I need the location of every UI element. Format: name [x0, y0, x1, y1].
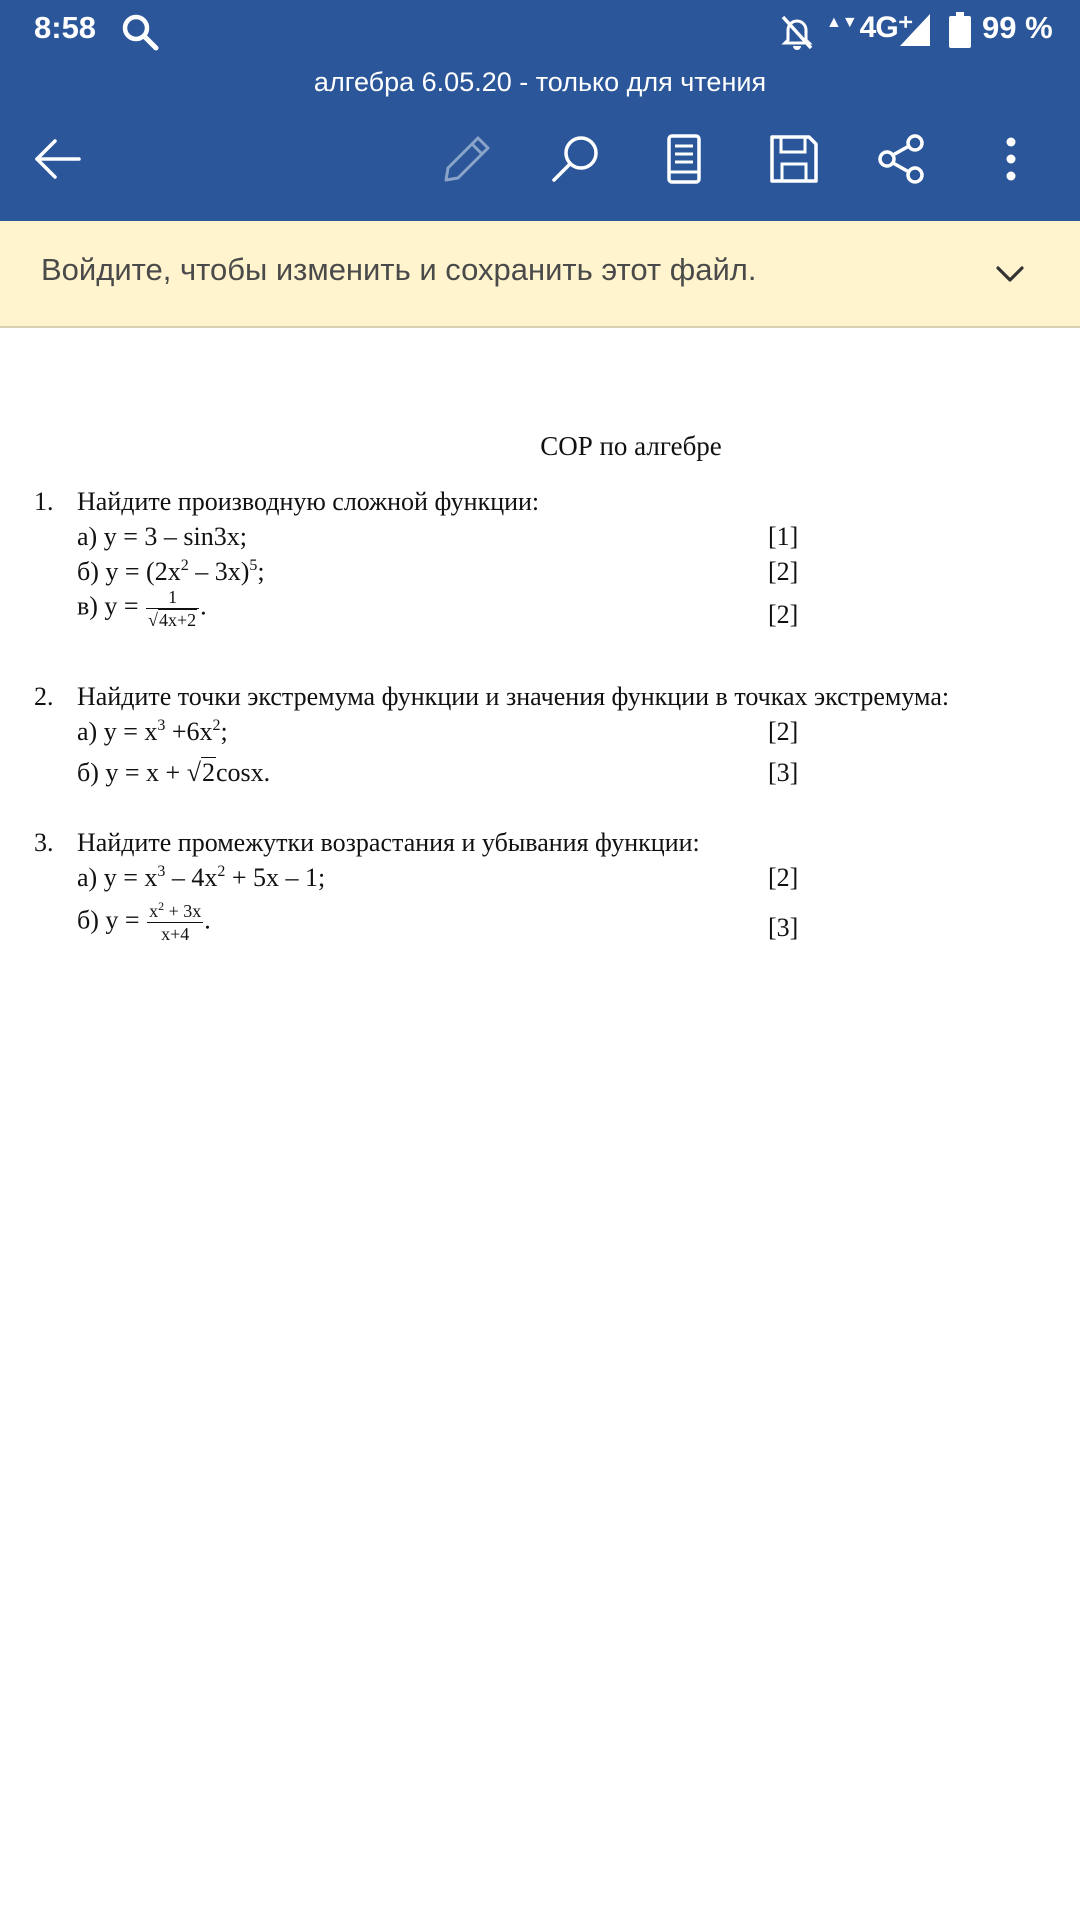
q2-a-mid: +6x [165, 717, 213, 746]
q1-b-exp1: 2 [180, 557, 189, 574]
q2-b-end: cosx. [216, 758, 271, 787]
q2-b-prefix: б) y = x + [77, 758, 187, 787]
q3-a-exp1: 3 [157, 863, 166, 880]
search-icon [120, 12, 160, 52]
q3-text: Найдите промежутки возрастания и убывания функции: [77, 828, 700, 857]
save-button[interactable] [767, 132, 821, 186]
signal-icon [900, 14, 930, 46]
q1-b-exp2: 5 [249, 557, 258, 574]
bell-off-icon [778, 12, 816, 52]
q1-a-mark: [1] [768, 522, 799, 551]
find-button[interactable] [548, 132, 602, 186]
q3-item-b [77, 900, 211, 945]
q1-c-mark: [2] [768, 600, 799, 629]
q1-b-prefix: б) y = (2x [77, 557, 181, 586]
sign-in-banner[interactable] [0, 221, 1080, 328]
q3-item-a [77, 863, 325, 893]
q3-b-num-exp: 2 [158, 899, 165, 913]
chevron-down-icon[interactable] [990, 254, 1030, 294]
q3-b-prefix: б) y = [77, 905, 147, 935]
q2-number: 2. [34, 682, 54, 711]
edit-pencil-icon [440, 132, 494, 186]
q2-a-prefix: а) y = x [77, 717, 158, 746]
banner-text: Войдите, чтобы изменить и сохранить этот файл. [41, 252, 757, 287]
document-title: алгебра 6.05.20 - только для чтения [313, 67, 767, 97]
q1-c-denominator: √4x+2 [148, 610, 197, 630]
q2-text: Найдите точки экстремума функции и значения функции в точках экстремума: [77, 682, 950, 711]
q3-a-exp2: 2 [217, 863, 226, 880]
back-button[interactable] [31, 132, 85, 186]
q3-b-fraction [147, 900, 203, 945]
q3-b-denominator: x+4 [161, 924, 190, 944]
battery-icon [949, 12, 971, 48]
status-bar [0, 0, 1080, 62]
more-options-icon [984, 132, 1038, 186]
q1-item-b [77, 557, 265, 587]
q1-b-mark: [2] [768, 557, 799, 586]
q2-a-mark: [2] [768, 717, 799, 746]
q2-a-exp1: 3 [157, 717, 166, 734]
q3-b-num-base: x [149, 901, 159, 921]
q2-b-mark: [3] [768, 758, 799, 787]
find-icon [548, 132, 602, 186]
q2-b-radicand: 2 [202, 758, 215, 787]
q2-a-exp2: 2 [212, 717, 221, 734]
q1-text: Найдите производную сложной функции: [77, 487, 540, 516]
q3-a-mid: – 4x [165, 863, 218, 892]
q3-a-end: + 5x – 1; [225, 863, 326, 892]
save-icon [767, 132, 821, 186]
more-options-button[interactable] [984, 132, 1038, 186]
page-title: СОР по алгебре [540, 431, 722, 461]
q3-b-mark: [3] [768, 913, 799, 942]
q3-number: 3. [34, 828, 54, 857]
edit-button[interactable] [440, 132, 494, 186]
status-time: 8:58 [34, 10, 97, 45]
q3-b-numerator [147, 900, 203, 923]
q3-b-num-rest: + 3x [164, 901, 202, 921]
battery-percent: 99 % [982, 10, 1053, 45]
q3-a-prefix: а) y = x [77, 863, 158, 892]
reading-mode-icon [657, 132, 711, 186]
q3-a-mark: [2] [768, 863, 799, 892]
data-arrows-icon: ▲▼ [826, 14, 858, 31]
reading-mode-button[interactable] [657, 132, 711, 186]
share-icon [875, 132, 929, 186]
q2-a-end: ; [220, 717, 228, 746]
q1-b-mid: – 3x) [188, 557, 250, 586]
q1-a-formula: а) y = 3 – sin3x; [77, 522, 247, 551]
share-button[interactable] [875, 132, 929, 186]
q1-c-prefix: в) y = [77, 591, 146, 621]
q1-c-fraction [146, 586, 199, 631]
q2-item-b [77, 758, 270, 788]
q1-item-a [77, 522, 247, 552]
q2-b-sqrt: √2 [186, 758, 215, 787]
q3-b-end: . [204, 905, 211, 935]
app-bar [0, 0, 1080, 221]
q2-item-a [77, 717, 228, 747]
q1-c-numerator: 1 [146, 586, 199, 609]
q1-b-end: ; [257, 557, 265, 586]
back-arrow-icon [31, 132, 85, 186]
q1-item-c [77, 586, 207, 631]
q1-c-end: . [200, 591, 207, 621]
network-type: 4G⁺ [859, 11, 913, 44]
document-page [0, 328, 1080, 1920]
q1-number: 1. [34, 487, 54, 516]
q1-c-radicand: 4x+2 [159, 610, 197, 630]
